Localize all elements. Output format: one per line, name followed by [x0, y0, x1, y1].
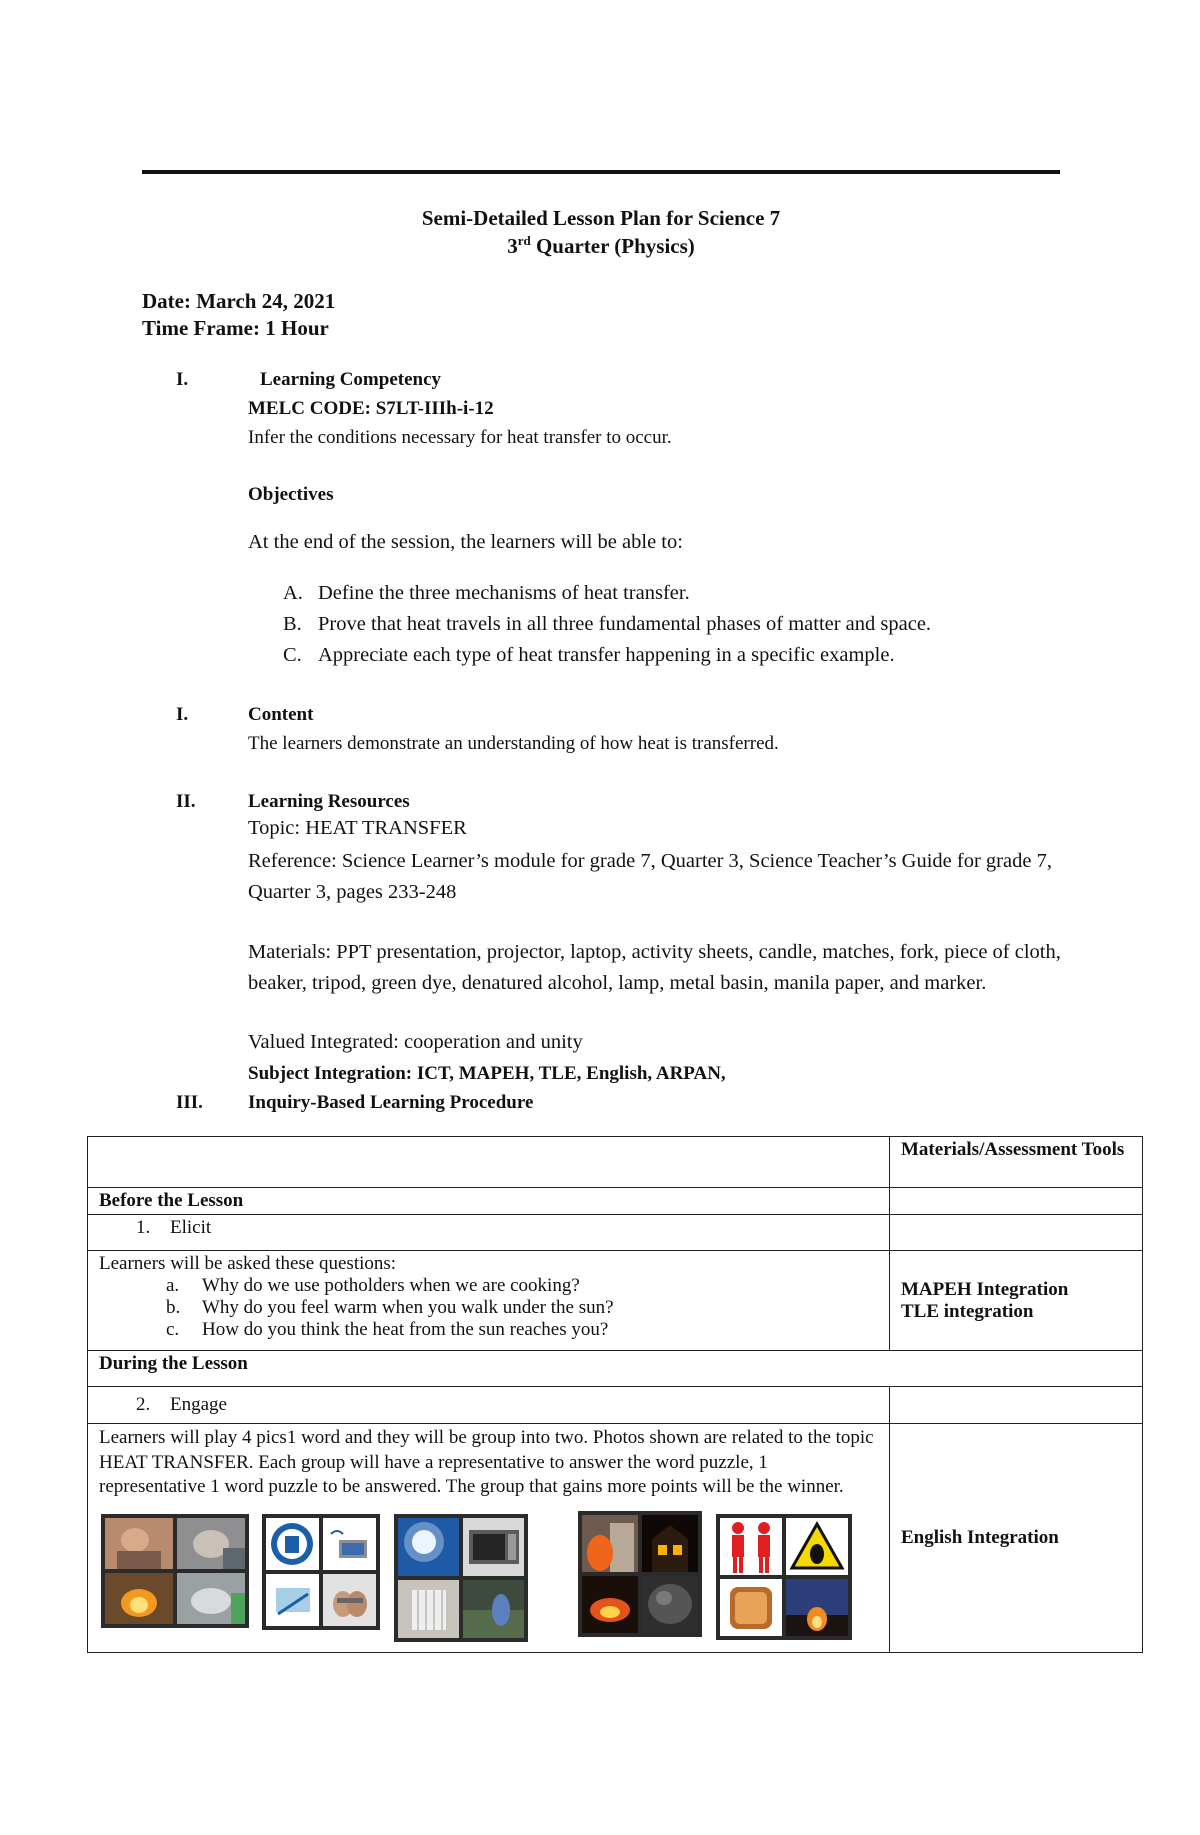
photo-tile: [398, 1518, 459, 1576]
puzzle-image-conduction: [101, 1514, 249, 1628]
melc-code: MELC CODE: S7LT-IIIh-i-12: [248, 398, 494, 419]
before-lesson-empty: [890, 1188, 1143, 1215]
question-c: c. How do you think the heat from the sun reaches you?: [166, 1319, 609, 1340]
section-title-resources: Learning Resources: [248, 791, 410, 812]
section-title-content: Content: [248, 704, 314, 725]
engage-step: 2. Engage: [88, 1387, 890, 1424]
photo-tile: [177, 1518, 245, 1569]
time-frame: Time Frame: 1 Hour: [142, 316, 329, 340]
section-title-procedure: Inquiry-Based Learning Procedure: [248, 1092, 534, 1113]
photo-tile: [323, 1574, 376, 1626]
elicit-step: 1. Elicit: [88, 1215, 890, 1251]
resources-values: Valued Integrated: cooperation and unity: [248, 1031, 583, 1053]
photo-tile: [642, 1515, 698, 1572]
photo-tile: [786, 1579, 848, 1636]
photo-tile: [463, 1580, 524, 1638]
elicit-questions-list: [99, 1275, 878, 1341]
section-numeral-competency: I.: [176, 369, 189, 390]
resources-topic: Topic: HEAT TRANSFER: [248, 817, 467, 839]
question-b: b. Why do you feel warm when you walk under the sun?: [166, 1297, 614, 1318]
photo-tile: [398, 1580, 459, 1638]
photo-tile: [266, 1518, 319, 1570]
puzzle-image-fire: [578, 1511, 702, 1637]
puzzle-image-transmit: [262, 1514, 380, 1630]
subject-integration: Subject Integration: ICT, MAPEH, TLE, English, ARPAN,: [248, 1063, 726, 1084]
objective-b: Prove that heat travels in all three fundamental phases of matter and space.: [318, 613, 932, 635]
before-lesson-label: Before the Lesson: [88, 1188, 890, 1215]
elicit-empty: [890, 1215, 1143, 1251]
photo-tile: [582, 1515, 638, 1572]
engage-empty: [890, 1387, 1143, 1424]
photo-tile: [720, 1579, 782, 1636]
objectives-intro: At the end of the session, the learners will be able to:: [248, 531, 683, 553]
photo-tile: [266, 1574, 319, 1626]
elicit-integration-cell: MAPEH Integration TLE integration: [890, 1251, 1143, 1351]
lesson-title: Semi-Detailed Lesson Plan for Science 7: [421, 206, 781, 230]
section-title-competency: Learning Competency: [260, 369, 442, 390]
objective-c-letter: C.: [283, 644, 302, 666]
photo-tile: [105, 1518, 173, 1569]
objective-a-letter: A.: [283, 582, 303, 604]
section-numeral-resources: II.: [176, 791, 196, 812]
elicit-questions-cell: Learners will be asked these questions: a. Why do we use potholders when we are cooking? b. Why do you feel warm when you walk under the sun? c. How do you think the heat from the sun reaches you?: [88, 1251, 890, 1351]
photo-tile: [463, 1518, 524, 1576]
puzzle-image-heat: [716, 1514, 852, 1640]
objectives-title: Objectives: [248, 484, 334, 505]
objective-a: Define the three mechanisms of heat transfer.: [318, 582, 690, 604]
photo-tile: [642, 1576, 698, 1633]
quarter-title: 3rd Quarter (Physics): [507, 233, 695, 258]
header-rule: [142, 170, 1060, 174]
content-text: The learners demonstrate an understanding of how heat is transferred.: [248, 733, 779, 754]
objective-c: Appreciate each type of heat transfer happening in a specific example.: [318, 644, 895, 666]
during-lesson-label: During the Lesson: [88, 1351, 1143, 1387]
lesson-date: Date: March 24, 2021: [142, 289, 336, 313]
resources-reference: Reference: Science Learner’s module for grade 7, Quarter 3, Science Teacher’s Guide for grade 7, Quarter 3, pages 233-248: [248, 850, 1052, 903]
photo-tile: [323, 1518, 376, 1570]
competency-text: Infer the conditions necessary for heat transfer to occur.: [248, 427, 672, 448]
photo-tile: [177, 1573, 245, 1624]
photo-tile: [786, 1518, 848, 1575]
section-numeral-procedure: III.: [176, 1092, 203, 1113]
procedure-table: [87, 1136, 1143, 1653]
photo-tile: [582, 1576, 638, 1633]
engage-description-cell: Learners will play 4 pics1 word and they will be group into two. Photos shown are related to the topic HEAT TRANSFER. Each group will have a representative to answer the word puzzle, 1 representative 1 word puzzle to be answered. The group that gains more points will be the winner.: [88, 1424, 890, 1653]
engage-integration-cell: English Integration: [890, 1424, 1143, 1653]
header-blank-cell: [88, 1137, 890, 1188]
objective-b-letter: B.: [283, 613, 302, 635]
photo-tile: [105, 1573, 173, 1624]
puzzle-image-radiation: [394, 1514, 528, 1642]
section-numeral-content: I.: [176, 704, 189, 725]
photo-tile: [720, 1518, 782, 1575]
four-pics-row: [99, 1514, 878, 1642]
header-materials-cell: Materials/Assessment Tools: [890, 1137, 1143, 1188]
resources-materials: Materials: PPT presentation, projector, laptop, activity sheets, candle, matches, fork, piece of cloth, beaker, tripod, green dye, denatured alcohol, lamp, metal basin, manila paper, and marker.: [248, 941, 1061, 994]
question-a: a. Why do we use potholders when we are cooking?: [166, 1275, 580, 1296]
